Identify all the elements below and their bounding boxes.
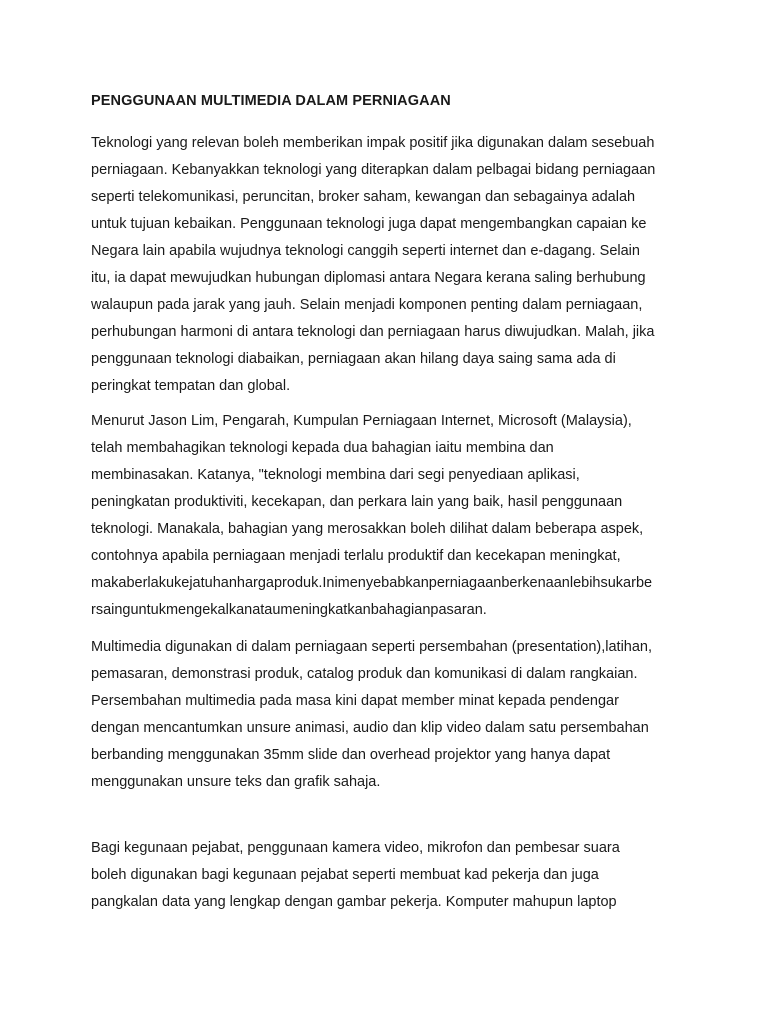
text-line: Negara lain apabila wujudnya teknologi canggih seperti internet dan e-dagang. Selain — [91, 243, 640, 259]
text-line: seperti telekomunikasi, peruncitan, broker saham, kewangan dan sebagainya adalah — [91, 189, 636, 205]
text-line: Teknologi yang relevan boleh memberikan impak positif jika digunakan dalam sesebuah — [91, 135, 655, 151]
text-line: Multimedia digunakan di dalam perniagaan seperti persembahan (presentation),latihan, — [91, 639, 653, 655]
text-line: rsainguntukmengekalkanataumeningkatkanbahagianpasaran. — [91, 602, 487, 618]
text-line: berbanding menggunakan 35mm slide dan overhead projektor yang hanya dapat — [91, 747, 611, 763]
text-line: makaberlakukejatuhanhargaproduk.Inimenyebabkanperniagaanberkenaanlebihsukarbe — [91, 575, 653, 591]
text-line: boleh digunakan bagi kegunaan pejabat seperti membuat kad pekerja dan juga — [91, 867, 599, 883]
text-line: membinasakan. Katanya, "teknologi membina dari segi penyediaan aplikasi, — [91, 467, 580, 483]
text-line: peringkat tempatan dan global. — [91, 378, 291, 394]
text-line: peningkatan produktiviti, kecekapan, dan perkara lain yang baik, hasil penggunaan — [91, 494, 623, 510]
paragraph-3 — [91, 634, 691, 796]
paragraph-4 — [91, 835, 691, 916]
text-line: pangkalan data yang lengkap dengan gambar pekerja. Komputer mahupun laptop — [91, 894, 617, 910]
text-line: menggunakan unsure teks dan grafik sahaja. — [91, 774, 381, 790]
text-line: telah membahagikan teknologi kepada dua bahagian iaitu membina dan — [91, 440, 554, 456]
text-line: Bagi kegunaan pejabat, penggunaan kamera video, mikrofon dan pembesar suara — [91, 840, 620, 856]
text-line: teknologi. Manakala, bahagian yang merosakkan boleh dilihat dalam beberapa aspek, — [91, 521, 644, 537]
text-line: perhubungan harmoni di antara teknologi dan perniagaan harus diwujudkan. Malah, jika — [91, 324, 655, 340]
text-line: pemasaran, demonstrasi produk, catalog produk dan komunikasi di dalam rangkaian. — [91, 666, 638, 682]
paragraph-1 — [91, 130, 691, 400]
text-line: Menurut Jason Lim, Pengarah, Kumpulan Perniagaan Internet, Microsoft (Malaysia), — [91, 413, 632, 429]
text-line: Persembahan multimedia pada masa kini dapat member minat kepada pendengar — [91, 693, 619, 709]
text-line: perniagaan. Kebanyakkan teknologi yang diterapkan dalam pelbagai bidang perniagaan — [91, 162, 656, 178]
text-line: dengan mencantumkan unsure animasi, audio dan klip video dalam satu persembahan — [91, 720, 649, 736]
text-line: penggunaan teknologi diabaikan, perniagaan akan hilang daya saing sama ada di — [91, 351, 616, 367]
paragraph-2 — [91, 408, 691, 624]
text-line: itu, ia dapat mewujudkan hubungan diplomasi antara Negara kerana saling berhubung — [91, 270, 646, 286]
text-line: contohnya apabila perniagaan menjadi terlalu produktif dan kecekapan meningkat, — [91, 548, 621, 564]
document-title: PENGGUNAAN MULTIMEDIA DALAM PERNIAGAAN — [91, 93, 451, 109]
text-line: walaupun pada jarak yang jauh. Selain menjadi komponen penting dalam perniagaan, — [91, 297, 643, 313]
text-line: untuk tujuan kebaikan. Penggunaan teknologi juga dapat mengembangkan capaian ke — [91, 216, 647, 232]
